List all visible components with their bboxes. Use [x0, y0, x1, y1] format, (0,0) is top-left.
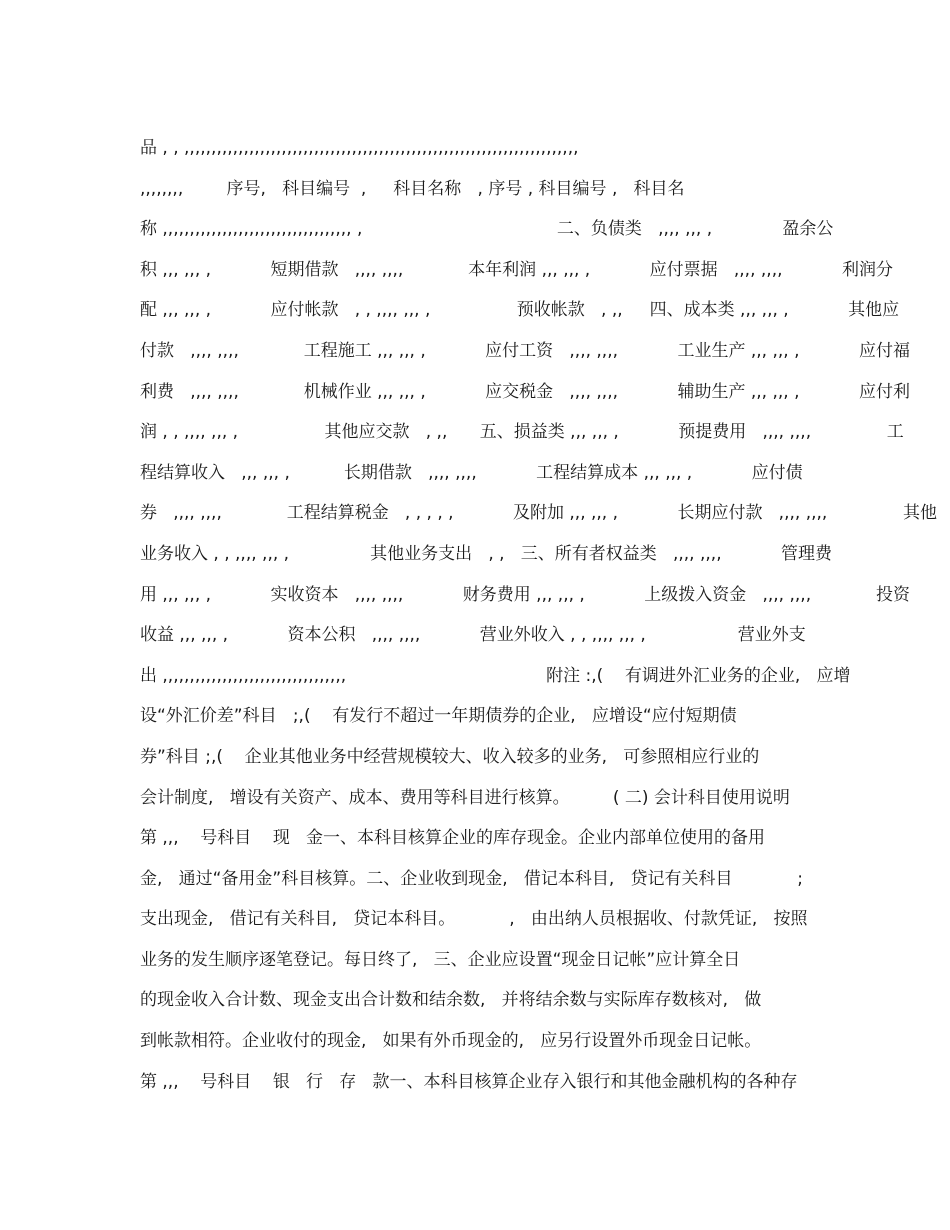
text-line: 第 ,,, 号科目 现 金一、本科目核算企业的库存现金。企业内部单位使用的备用	[140, 828, 766, 849]
text-line: 第 ,,, 号科目 银 行 存 款一、本科目核算企业存入银行和其他金融机构的各种存	[140, 1071, 798, 1092]
text-line: 积 ,,, ,,, , 短期借款 ,,,, ,,,, 本年利润 ,,, ,,, , 应付票据 ,,,, ,,,, 利润分	[140, 259, 893, 280]
text-line: 金, 通过“备用金”科目核算。二、企业收到现金, 借记本科目, 贷记有关科目 ;	[140, 868, 804, 889]
text-line: 付款 ,,,, ,,,, 工程施工 ,,, ,,, , 应付工资 ,,,, ,,,, 工业生产 ,,, ,,, , 应付福	[140, 340, 910, 361]
text-line: 称 ,,,,,,,,,,,,,,,,,,,,,,,,,,,,,,,,,,, , 二、负债类 ,,,, ,,, , 盈余公	[140, 219, 834, 240]
text-line: 业务的发生顺序逐笔登记。每日终了, 三、企业应设置“现金日记帐”应计算全日	[140, 949, 741, 970]
text-line: 利费 ,,,, ,,,, 机械作业 ,,, ,,, , 应交税金 ,,,, ,,,, 辅助生产 ,,, ,,, , 应付利	[140, 381, 910, 402]
text-line: 用 ,,, ,,, , 实收资本 ,,,, ,,,, 财务费用 ,,, ,,, , 上级拨入资金 ,,,, ,,,, 投资	[140, 584, 910, 605]
text-line: 到帐款相符。企业收付的现金, 如果有外币现金的, 应另行设置外币现金日记帐。	[140, 1031, 762, 1052]
text-line: 出 ,,,,,,,,,,,,,,,,,,,,,,,,,,,,,,,,,, 附注 :,( 有调进外汇业务的企业, 应增	[140, 665, 851, 686]
text-line: 润 , , ,,,, ,,, , 其他应交款 , ,, 五、损益类 ,,, ,,, , 预提费用 ,,,, ,,,, 工	[140, 422, 904, 443]
text-line: 品 , , ,,,,,,,,,,,,,,,,,,,,,,,,,,,,,,,,,,,,,,,,,,,,,,,,,,,,,,,,,,,,,,,,,,,,,,,,,	[140, 138, 579, 158]
text-line: 支出现金, 借记有关科目, 贷记本科目。 , 由出纳人员根据收、付款凭证, 按照	[140, 909, 808, 930]
text-line: 券”科目 ;,( 企业其他业务中经营规模较大、收入较多的业务, 可参照相应行业的	[140, 746, 760, 767]
text-line: 券 ,,,, ,,,, 工程结算税金 , , , , , 及附加 ,,, ,,, , 长期应付款 ,,,, ,,,, 其他	[140, 503, 937, 524]
text-line: 业务收入 , , ,,,, ,,, , 其他业务支出 , , 三、所有者权益类 ,,,, ,,,, 管理费	[140, 543, 833, 564]
document-body	[140, 128, 937, 1102]
text-line: 的现金收入合计数、现金支出合计数和结余数, 并将结余数与实际库存数核对, 做	[140, 990, 762, 1011]
text-line: 会计制度, 增设有关资产、成本、费用等科目进行核算。 ( 二) 会计科目使用说明	[140, 787, 790, 808]
text-line: 设“外汇价差”科目 ;,( 有发行不超过一年期债券的企业, 应增设“应付短期债	[140, 706, 737, 727]
text-line: ,,,,,,,, 序号, 科目编号 , 科目名称 , 序号 , 科目编号 , 科目名	[140, 178, 685, 199]
text-line: 程结算收入 ,,, ,,, , 长期借款 ,,,, ,,,, 工程结算成本 ,,, ,,, , 应付债	[140, 462, 803, 483]
text-line: 收益 ,,, ,,, , 资本公积 ,,,, ,,,, 营业外收入 , , ,,,, ,,, , 营业外支	[140, 625, 806, 646]
text-line: 配 ,,, ,,, , 应付帐款 , , ,,,, ,,, , 预收帐款 , ,, 四、成本类 ,,, ,,, , 其他应	[140, 300, 900, 321]
